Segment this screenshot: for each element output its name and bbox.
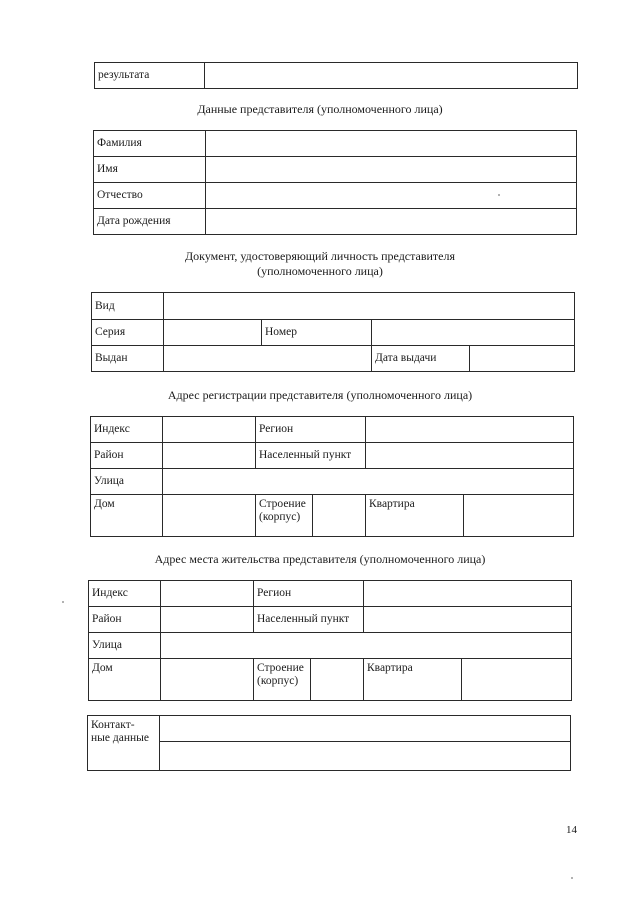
representative-section-title: Данные представителя (уполномоченного лица): [197, 102, 443, 116]
reg-index-field[interactable]: [163, 417, 256, 443]
birth-date-field[interactable]: [206, 209, 577, 235]
res-district-label: Район: [89, 607, 161, 633]
reg-building-label-line2: (корпус): [259, 511, 301, 523]
birth-date-label: Дата рождения: [94, 209, 206, 235]
first-name-label: Имя: [94, 157, 206, 183]
doc-number-field[interactable]: [372, 320, 575, 346]
doc-issued-label: Выдан: [92, 346, 164, 372]
res-region-field[interactable]: [364, 581, 572, 607]
first-name-field[interactable]: [206, 157, 577, 183]
contact-field-1[interactable]: [160, 716, 571, 742]
result-table: [94, 62, 578, 89]
res-street-field[interactable]: [161, 633, 572, 659]
doc-series-label: Серия: [92, 320, 164, 346]
res-district-field[interactable]: [161, 607, 254, 633]
doc-issued-field[interactable]: [164, 346, 372, 372]
surname-label: Фамилия: [94, 131, 206, 157]
id-document-title-line2: (уполномоченного лица): [257, 264, 383, 278]
res-house-label: Дом: [89, 659, 161, 701]
doc-type-label: Вид: [92, 293, 164, 320]
res-building-label-line1: Строение: [257, 662, 304, 674]
contact-field-2[interactable]: [160, 742, 571, 771]
reg-apartment-field[interactable]: [464, 495, 574, 537]
reg-district-label: Район: [91, 443, 163, 469]
doc-type-field[interactable]: [164, 293, 575, 320]
reg-locality-label: Населенный пункт: [256, 443, 366, 469]
reg-index-label: Индекс: [91, 417, 163, 443]
doc-issue-date-field[interactable]: [470, 346, 575, 372]
res-apartment-label: Квартира: [364, 659, 462, 701]
res-building-field[interactable]: [311, 659, 364, 701]
contact-table: [87, 715, 571, 771]
doc-number-label: Номер: [262, 320, 372, 346]
res-locality-field[interactable]: [364, 607, 572, 633]
res-building-label-line2: (корпус): [257, 675, 299, 687]
reg-locality-field[interactable]: [366, 443, 574, 469]
patronymic-field[interactable]: [206, 183, 577, 209]
patronymic-label: Отчество: [94, 183, 206, 209]
surname-field[interactable]: [206, 131, 577, 157]
doc-issue-date-label: Дата выдачи: [372, 346, 470, 372]
id-document-title-line1: Документ, удостоверяющий личность представителя: [184, 249, 456, 263]
reg-building-field[interactable]: [313, 495, 366, 537]
residence-address-title: Адрес места жительства представителя (уполномоченного лица): [154, 552, 486, 566]
res-building-label: [254, 659, 311, 701]
reg-region-field[interactable]: [366, 417, 574, 443]
scan-speck: [571, 877, 573, 879]
id-document-table: [91, 292, 575, 372]
res-region-label: Регион: [254, 581, 364, 607]
reg-house-label: Дом: [91, 495, 163, 537]
res-house-field[interactable]: [161, 659, 254, 701]
residence-address-table: [88, 580, 572, 701]
reg-street-label: Улица: [91, 469, 163, 495]
registration-address-table: [90, 416, 574, 537]
res-index-field[interactable]: [161, 581, 254, 607]
reg-house-field[interactable]: [163, 495, 256, 537]
scan-speck: [498, 194, 500, 196]
page-number: 14: [566, 824, 577, 836]
res-index-label: Индекс: [89, 581, 161, 607]
reg-region-label: Регион: [256, 417, 366, 443]
res-locality-label: Населенный пункт: [254, 607, 364, 633]
representative-table: [93, 130, 577, 235]
result-label: результата: [95, 63, 205, 89]
reg-building-label: [256, 495, 313, 537]
registration-address-title: Адрес регистрации представителя (уполномоченного лица): [167, 388, 473, 402]
doc-series-field[interactable]: [164, 320, 262, 346]
reg-apartment-label: Квартира: [366, 495, 464, 537]
contact-label-line2: ные данные: [91, 732, 149, 744]
scan-speck: [62, 601, 64, 603]
contact-label: [88, 716, 160, 771]
reg-district-field[interactable]: [163, 443, 256, 469]
res-apartment-field[interactable]: [462, 659, 572, 701]
contact-label-line1: Контакт-: [91, 719, 135, 731]
res-street-label: Улица: [89, 633, 161, 659]
reg-building-label-line1: Строение: [259, 498, 306, 510]
result-field[interactable]: [205, 63, 578, 89]
reg-street-field[interactable]: [163, 469, 574, 495]
